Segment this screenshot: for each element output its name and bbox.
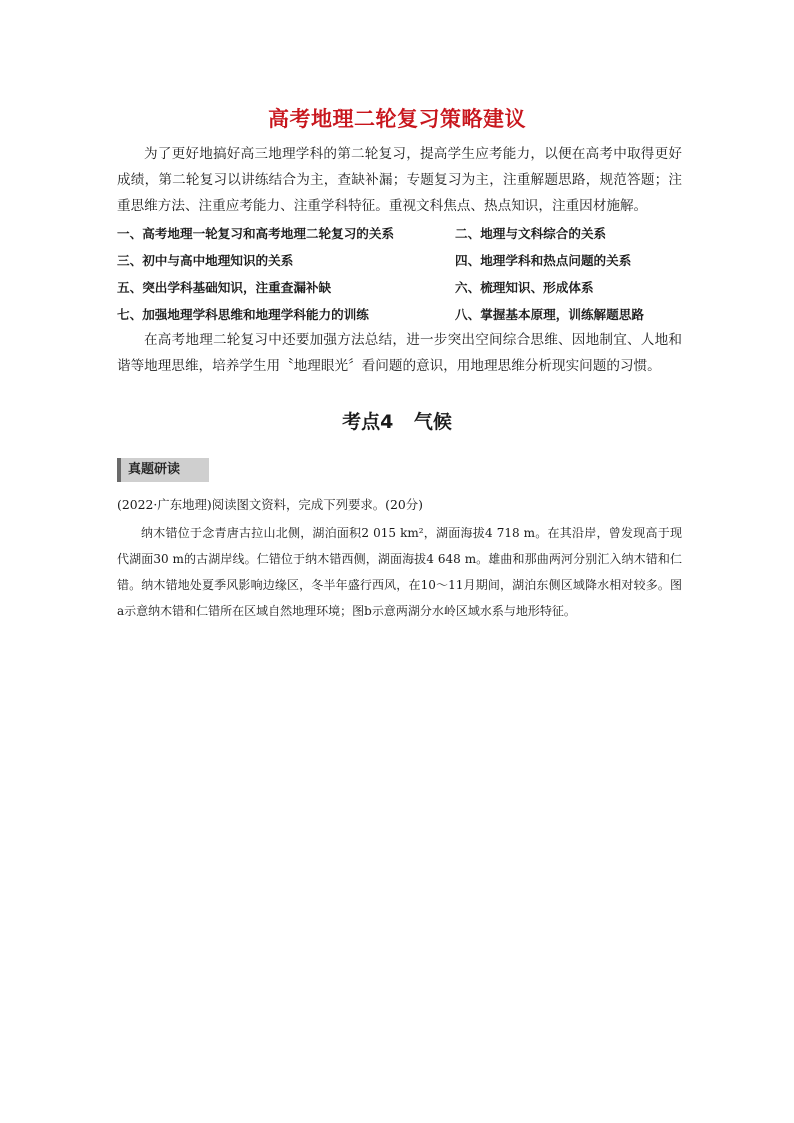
outline-row: [117, 220, 682, 247]
question-source: (2022·广东地理)阅读图文资料，完成下列要求。(20分): [117, 497, 423, 512]
outline-item: 三、初中与高中地理知识的关系: [117, 253, 294, 268]
section-title: 考点4 气候: [342, 411, 452, 433]
closing-paragraph: 在高考地理二轮复习中还要加强方法总结，进一步突出空间综合思维、因地制宜、人地和谐等地理思维，培养学生用〝地理眼光〞看问题的意识，用地理思维分析现实问题的习惯。: [117, 332, 682, 374]
outline-item: 二、地理与文科综合的关系: [455, 226, 607, 241]
outline-row: [117, 301, 682, 328]
outline-item: 五、突出学科基础知识，注重查漏补缺: [117, 280, 332, 295]
outline-row: [117, 247, 682, 274]
outline-item: 七、加强地理学科思维和地理学科能力的训练: [117, 307, 369, 322]
strategy-outline: [117, 220, 682, 328]
outline-item: 八、掌握基本原理，训练解题思路: [455, 307, 644, 322]
outline-item: 六、梳理知识、形成体系: [455, 280, 594, 295]
outline-row: [117, 274, 682, 301]
section-tag: 真题研读: [117, 458, 209, 482]
outline-item: 一、高考地理一轮复习和高考地理二轮复习的关系: [117, 226, 395, 241]
intro-paragraph: 为了更好地搞好高三地理学科的第二轮复习，提高学生应考能力，以便在高考中取得更好成绩，第二轮复习以讲练结合为主，查缺补漏；专题复习为主，注重解题思路，规范答题；注重思维方法、注重应考能力、注重学科特征。重视文科焦点、热点知识，注重因材施解。: [117, 146, 682, 214]
page-title: 高考地理二轮复习策略建议: [268, 107, 526, 131]
outline-item: 四、地理学科和热点问题的关系: [455, 253, 632, 268]
question-passage: 纳木错位于念青唐古拉山北侧，湖泊面积2 015 km²，湖面海拔4 718 m。在其沿岸，曾发现高于现代湖面30 m的古湖岸线。仁错位于纳木错西侧，湖面海拔4 648 m。雄曲和那曲两河分别汇入纳木错和仁错。纳木错地处夏季风影响边缘区，冬半年盛行西风，在10～11月期间，湖泊东侧区域降水相对较多。图a示意纳木错和仁错所在区域自然地理环境；图b示意两湖分水岭区域水系与地形特征。: [117, 526, 682, 618]
